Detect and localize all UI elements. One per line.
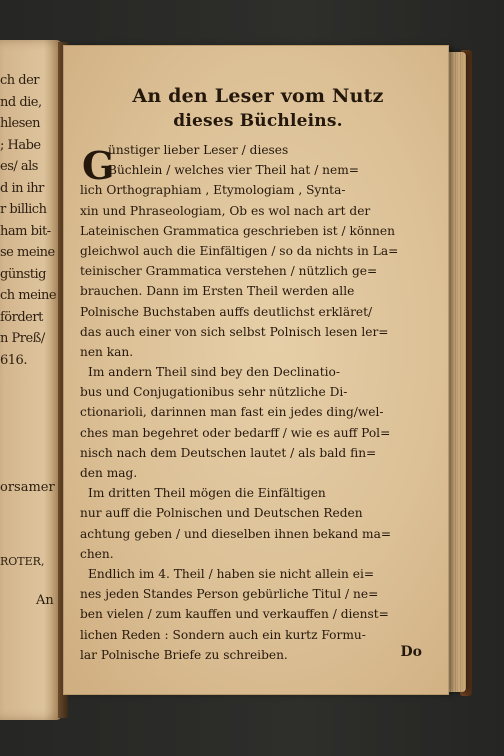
left-lower-word: orsamer bbox=[0, 480, 55, 495]
left-line: d in ihr bbox=[0, 180, 44, 196]
title-line-1: An den Leser vom Nutz bbox=[132, 85, 384, 107]
text-line: ünstiger lieber Leser / dieses bbox=[108, 143, 289, 157]
drop-cap: G bbox=[82, 143, 115, 188]
page-stack-edge bbox=[446, 52, 466, 692]
left-line: ; Habe bbox=[0, 137, 41, 153]
text-line: Im andern Theil sind bey den Declinatio- bbox=[88, 365, 340, 380]
left-line: n Preß/ bbox=[0, 331, 45, 346]
text-line: ches man begehret oder bedarff / wie es auff Pol= bbox=[80, 425, 391, 440]
text-line: nes jeden Standes Person gebürliche Titul / ne= bbox=[80, 587, 379, 602]
text-line: Büchlein / welches vier Theil hat / nem= bbox=[108, 163, 360, 178]
left-line: nd die, bbox=[0, 94, 42, 110]
page-content bbox=[80, 84, 436, 665]
text-line: Polnische Buchstaben auffs deutlichst erkläret/ bbox=[80, 304, 373, 319]
left-lower-word: An bbox=[36, 593, 54, 608]
text-line: gleichwol auch die Einfältigen / so da nichts in La= bbox=[80, 243, 399, 258]
text-line: achtung geben / und dieselben ihnen bekand ma= bbox=[80, 526, 392, 541]
text-line: das auch einer von sich selbst Polnisch lesen ler= bbox=[80, 324, 389, 339]
text-line: nur auff die Polnischen und Deutschen Reden bbox=[80, 506, 363, 521]
text-line: den mag. bbox=[80, 466, 138, 480]
title-line-2: dieses Büchleins. bbox=[173, 111, 343, 131]
body-text bbox=[80, 140, 436, 665]
text-line: ctionarioli, darinnen man fast ein jedes ding/wel- bbox=[80, 405, 384, 420]
left-line: ch der bbox=[0, 73, 40, 88]
text-line: nisch nach dem Deutschen lautet / als bald fin= bbox=[80, 445, 377, 460]
left-lower-word: ROTER, bbox=[0, 555, 45, 568]
text-line: Im dritten Theil mögen die Einfältigen bbox=[88, 486, 326, 501]
text-line: teinischer Grammatica verstehen / nützlich ge= bbox=[80, 264, 378, 279]
text-line: Lateinischen Grammatica geschrieben ist / können bbox=[80, 223, 395, 238]
left-line: es/ als bbox=[0, 159, 38, 174]
text-line: lich Orthographiam , Etymologiam , Synta- bbox=[80, 183, 346, 198]
text-line: lar Polnische Briefe zu schreiben. bbox=[80, 647, 288, 662]
left-line: fördert bbox=[0, 309, 43, 325]
text-line: lichen Reden : Sondern auch ein kurtz Formu- bbox=[80, 627, 366, 642]
text-line: bus und Conjugationibus sehr nützliche Di- bbox=[80, 385, 348, 400]
left-line: 616. bbox=[0, 352, 27, 368]
left-line: ch meine bbox=[0, 288, 57, 303]
text-line: chen. bbox=[80, 546, 114, 561]
text-line: nen kan. bbox=[80, 344, 134, 359]
text-line: xin und Phraseologiam, Ob es wol nach art der bbox=[80, 203, 371, 218]
text-line: brauchen. Dann im Ersten Theil werden alle bbox=[80, 284, 355, 299]
left-facing-page bbox=[0, 40, 62, 720]
left-line: r billich bbox=[0, 202, 47, 217]
left-line: hlesen bbox=[0, 116, 40, 131]
page-title bbox=[80, 84, 436, 134]
book-page bbox=[64, 46, 448, 694]
text-line: ben vielen / zum kauffen und verkauffen / dienst= bbox=[80, 607, 389, 622]
text-line: Endlich im 4. Theil / haben sie nicht allein ei= bbox=[88, 566, 375, 581]
left-page-text bbox=[0, 70, 62, 371]
left-line: se meine bbox=[0, 245, 55, 260]
catchword: Do bbox=[400, 644, 422, 660]
left-line: günstig bbox=[0, 266, 46, 282]
left-line: ham bit- bbox=[0, 223, 51, 239]
